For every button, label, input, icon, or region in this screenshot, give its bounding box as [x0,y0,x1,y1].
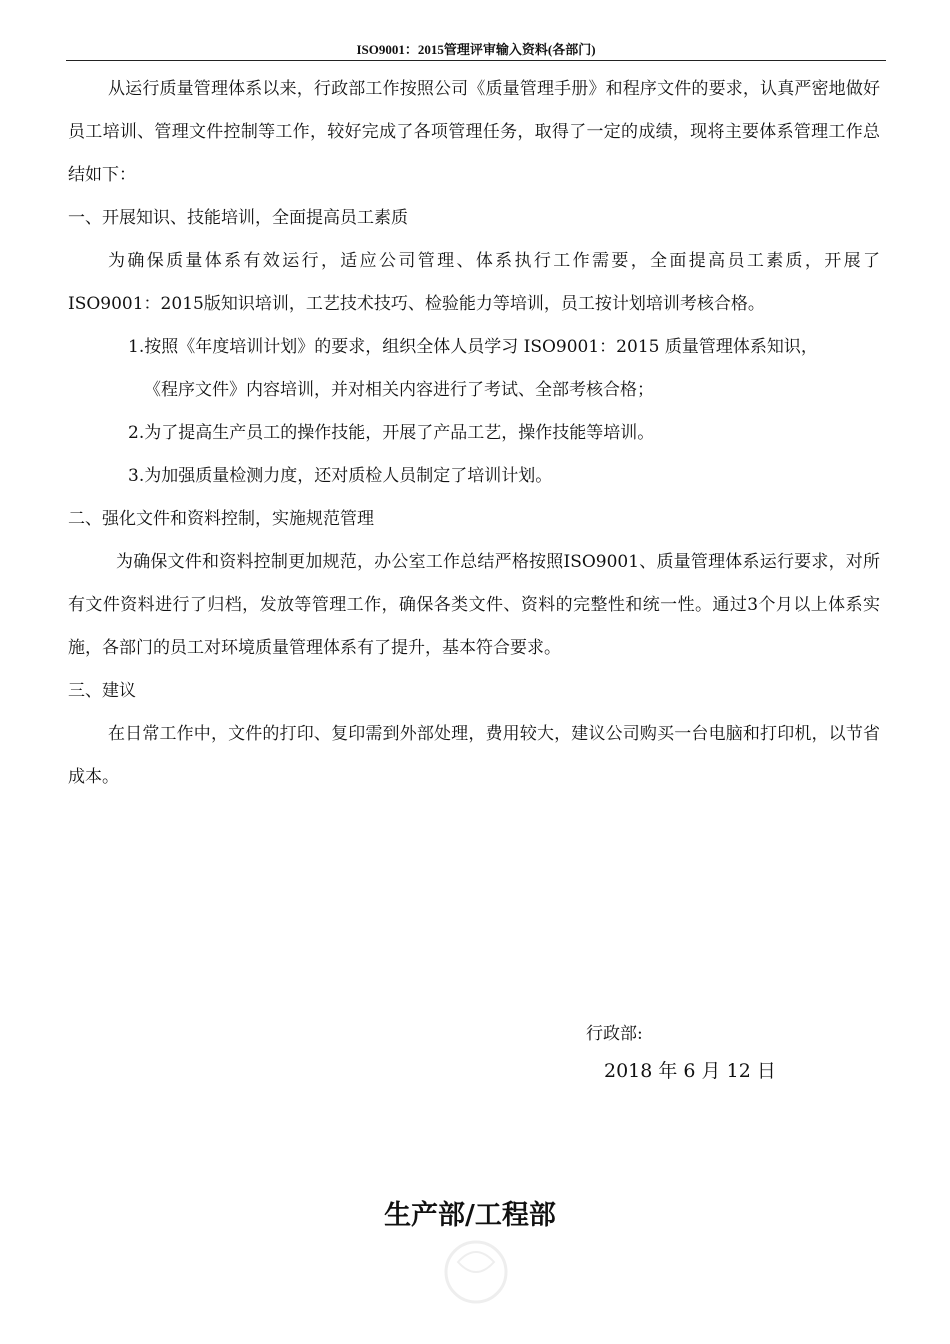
intro-paragraph: 从运行质量管理体系以来，行政部工作按照公司《质量管理手册》和程序文件的要求，认真严密地做好员工培训、管理文件控制等工作，较好完成了各项管理任务，取得了一定的成绩，现将主要体系管理工作总结如下： [68,79,880,185]
list-item-2 [68,412,880,455]
signature-date: 2018 年 6 月 12 日 [604,1060,776,1082]
header-title: ISO9001：2015管理评审输入资料(各部门) [356,42,596,57]
list-item-2-text: 2.为了提高生产员工的操作技能，开展了产品工艺，操作技能等培训。 [128,423,655,443]
list-item-1-line1: 1.按照《年度培训计划》的要求，组织全体人员学习 ISO9001：2015 质量管理体系知识， [128,337,818,357]
list-item-1 [68,326,880,412]
list-item-3-text: 3.为加强质量检测力度，还对质检人员制定了培训计划。 [128,466,553,486]
page-header [66,40,886,61]
document-body [68,68,880,799]
section-3-paragraph: 在日常工作中，文件的打印、复印需到外部处理，费用较大，建议公司购买一台电脑和打印机，以节省成本。 [68,724,880,787]
list-item-3 [68,455,880,498]
watermark-logo [428,1232,524,1312]
list-item-1-line2: 《程序文件》内容培训，并对相关内容进行了考试、全部考核合格； [144,380,654,400]
section-1-paragraph: 为确保质量体系有效运行，适应公司管理、体系执行工作需要，全面提高员工素质，开展了ISO9001：2015版知识培训，工艺技术技巧、检验能力等培训，员工按计划培训考核合格。 [68,251,880,314]
section-2-heading: 二、强化文件和资料控制，实施规范管理 [68,509,374,529]
section-3-heading: 三、建议 [68,681,136,701]
next-section-title: 生产部/工程部 [384,1200,556,1231]
section-1-heading: 一、开展知识、技能培训，全面提高员工素质 [68,208,408,228]
section-2-paragraph: 为确保文件和资料控制更加规范，办公室工作总结严格按照ISO9001、质量管理体系运行要求，对所有文件资料进行了归档，发放等管理工作，确保各类文件、资料的完整性和统一性。通过3个月以上体系实施，各部门的员工对环境质量管理体系有了提升，基本符合要求。 [68,552,880,658]
signature-department: 行政部: [586,1024,643,1044]
